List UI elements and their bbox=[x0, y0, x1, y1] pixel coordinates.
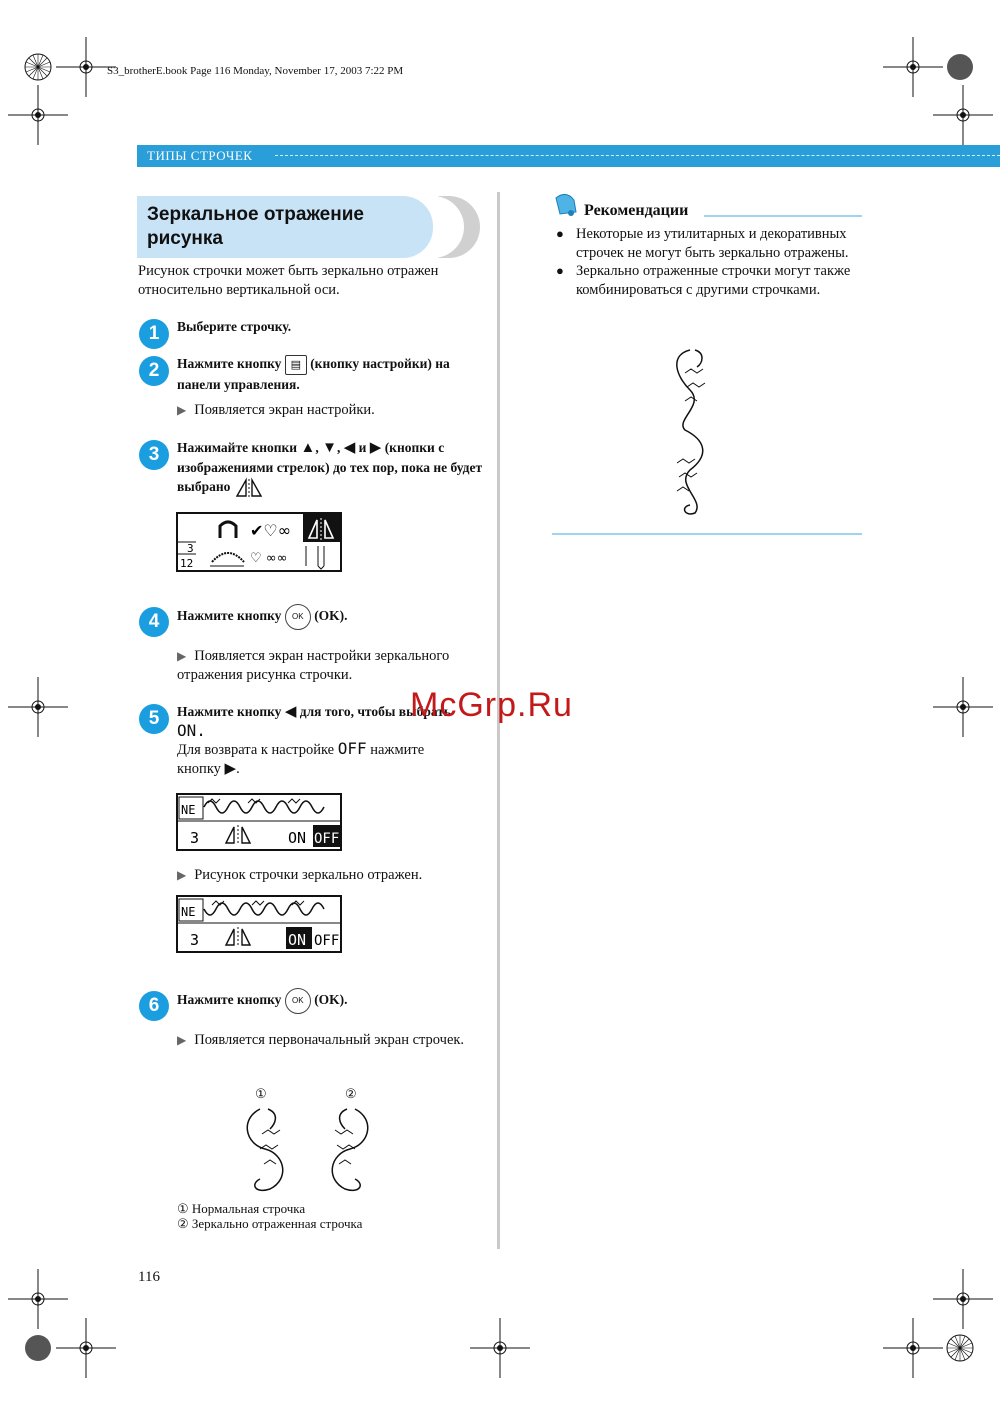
step-1-number: 1 bbox=[139, 319, 169, 349]
step-1-text: Выберите строчку. bbox=[177, 319, 292, 334]
step-5-text-b: для того, чтобы выбрать bbox=[299, 704, 452, 719]
step-5-note-c: кнопку bbox=[177, 761, 221, 777]
tips-bottom-rule bbox=[552, 533, 862, 535]
lcd3-ne: NE bbox=[181, 905, 196, 919]
file-header: S3_brotherE.book Page 116 Monday, November 17, 2003 7:22 PM bbox=[107, 65, 404, 77]
step-5-note-a: Для возврата к настройке bbox=[177, 742, 335, 758]
settings-button-icon: ▤ bbox=[285, 355, 307, 375]
step-5-result-text: Рисунок строчки зеркально отражен. bbox=[194, 867, 423, 883]
step-6-number: 6 bbox=[139, 991, 169, 1021]
left-arrow-icon: ◀ bbox=[343, 440, 356, 456]
step-5-note-b: нажмите bbox=[370, 742, 425, 758]
step-3-text-a: Нажимайте кнопки bbox=[177, 440, 298, 455]
step-5-note-d: . bbox=[236, 761, 240, 777]
intro-text: Рисунок строчки может быть зеркально отражен относительно вертикальной оси. bbox=[138, 263, 439, 298]
ok-button-icon: OK bbox=[285, 604, 311, 630]
right-arrow-icon: ▶ bbox=[224, 761, 237, 777]
page-number: 116 bbox=[138, 1269, 160, 1285]
title-line2: рисунка bbox=[147, 228, 223, 249]
section-label: ТИПЫ СТРОЧЕК bbox=[147, 148, 253, 163]
step-6-text-a: Нажмите кнопку bbox=[177, 992, 282, 1008]
lcd1-value-b: 12 bbox=[180, 557, 194, 570]
lcd3-off: OFF bbox=[314, 933, 340, 949]
watermark: McGrp.Ru bbox=[410, 686, 573, 724]
page-title-box bbox=[137, 196, 433, 258]
lcd-settings-screen bbox=[176, 512, 342, 572]
step-4-text bbox=[177, 604, 348, 630]
step-6-result-text: Появляется первоначальный экран строчек. bbox=[194, 1032, 465, 1048]
result-arrow-icon: ▶ bbox=[177, 1033, 187, 1047]
step-2-number: 2 bbox=[139, 356, 169, 386]
step-3-number: 3 bbox=[139, 440, 169, 470]
stitch-comparison-figure bbox=[240, 1104, 380, 1194]
step-3-text bbox=[177, 438, 487, 499]
step-3-and: и bbox=[358, 440, 367, 455]
legend-item-2: ② Зеркально отраженная строчка bbox=[177, 1216, 363, 1231]
lcd-settings-graphic bbox=[178, 514, 340, 570]
ok-button-icon: OK bbox=[285, 988, 311, 1014]
tips-list bbox=[556, 225, 866, 299]
step-4-text-b: (OK). bbox=[314, 608, 348, 624]
step-5-text-a: Нажмите кнопку bbox=[177, 704, 282, 719]
lcd2-off: OFF bbox=[314, 831, 340, 847]
lcd-mirror-off-graphic bbox=[178, 795, 340, 849]
step-2-result bbox=[177, 401, 375, 420]
lcd1-stitch-icon: ✔♡∞ bbox=[250, 521, 292, 540]
lcd-mirror-off-screen bbox=[176, 793, 342, 851]
step-2-text-b: (кнопку настройки) на панели управления. bbox=[177, 356, 450, 392]
lcd3-num: 3 bbox=[190, 931, 200, 949]
figure-label-1: ① bbox=[255, 1086, 267, 1101]
step-5-result bbox=[177, 866, 422, 885]
step-6-result bbox=[177, 1031, 467, 1050]
lcd-mirror-on-screen bbox=[176, 895, 342, 953]
left-arrow-icon: ◀ bbox=[284, 704, 297, 720]
step-3-sep1: , bbox=[315, 440, 319, 455]
tips-heading: Рекомендации bbox=[584, 202, 689, 219]
result-arrow-icon: ▶ bbox=[177, 403, 187, 417]
step-3-sep2: , bbox=[336, 440, 341, 455]
lcd3-on: ON bbox=[288, 931, 307, 949]
step-6-text bbox=[177, 988, 348, 1014]
step-2-text bbox=[177, 354, 487, 394]
tips-heading-rule bbox=[704, 215, 862, 217]
mirror-icon bbox=[234, 477, 264, 499]
step-5-on-label bbox=[177, 721, 206, 740]
right-arrow-icon: ▶ bbox=[369, 440, 382, 456]
combined-stitch-figure bbox=[665, 345, 715, 517]
page-title bbox=[147, 203, 364, 251]
lcd2-on: ON bbox=[288, 829, 307, 847]
on-dot: . bbox=[196, 721, 206, 740]
step-4-number: 4 bbox=[139, 607, 169, 637]
lcd2-ne: NE bbox=[181, 803, 196, 817]
section-bar bbox=[137, 145, 1000, 167]
step-4-result-text: Появляется экран настройки зеркального отражения рисунка строчки. bbox=[177, 648, 450, 683]
step-2-text-a: Нажмите кнопку bbox=[177, 356, 282, 371]
off-lcd-text: OFF bbox=[337, 739, 367, 758]
step-5-note bbox=[177, 739, 487, 779]
tips-item: ● Зеркально отраженные строчки могут также комбинироваться с другими строчками. bbox=[556, 262, 866, 299]
legend-item-1: ① Нормальная строчка bbox=[177, 1201, 306, 1216]
up-arrow-icon: ▲ bbox=[300, 440, 316, 456]
lcd1-value-a: 3 bbox=[187, 542, 194, 555]
result-arrow-icon: ▶ bbox=[177, 868, 187, 882]
step-2-result-text: Появляется экран настройки. bbox=[194, 402, 375, 418]
step-4-result bbox=[177, 647, 487, 685]
step-6-text-b: (OK). bbox=[314, 992, 348, 1008]
tips-item: ● Некоторые из утилитарных и декоративных строчек не могут быть зеркально отражены. bbox=[556, 225, 866, 262]
tips-bell-icon bbox=[552, 192, 580, 218]
title-line1: Зеркальное отражение bbox=[147, 204, 364, 225]
lcd2-num: 3 bbox=[190, 829, 200, 847]
lcd-mirror-on-graphic bbox=[178, 897, 340, 951]
step-5-number: 5 bbox=[139, 704, 169, 734]
down-arrow-icon: ▼ bbox=[322, 440, 337, 456]
step-4-text-a: Нажмите кнопку bbox=[177, 608, 282, 624]
lcd1-hearts-icon: ♡ ∞∞ bbox=[250, 551, 288, 566]
step-3-text-b: (кнопки с изображениями стрелок) до тех пор, пока не будет выбрано bbox=[177, 440, 483, 495]
figure-label-2: ② bbox=[345, 1086, 357, 1101]
result-arrow-icon: ▶ bbox=[177, 649, 187, 663]
on-lcd-text: ON bbox=[177, 721, 197, 740]
section-dashes bbox=[275, 155, 1000, 156]
